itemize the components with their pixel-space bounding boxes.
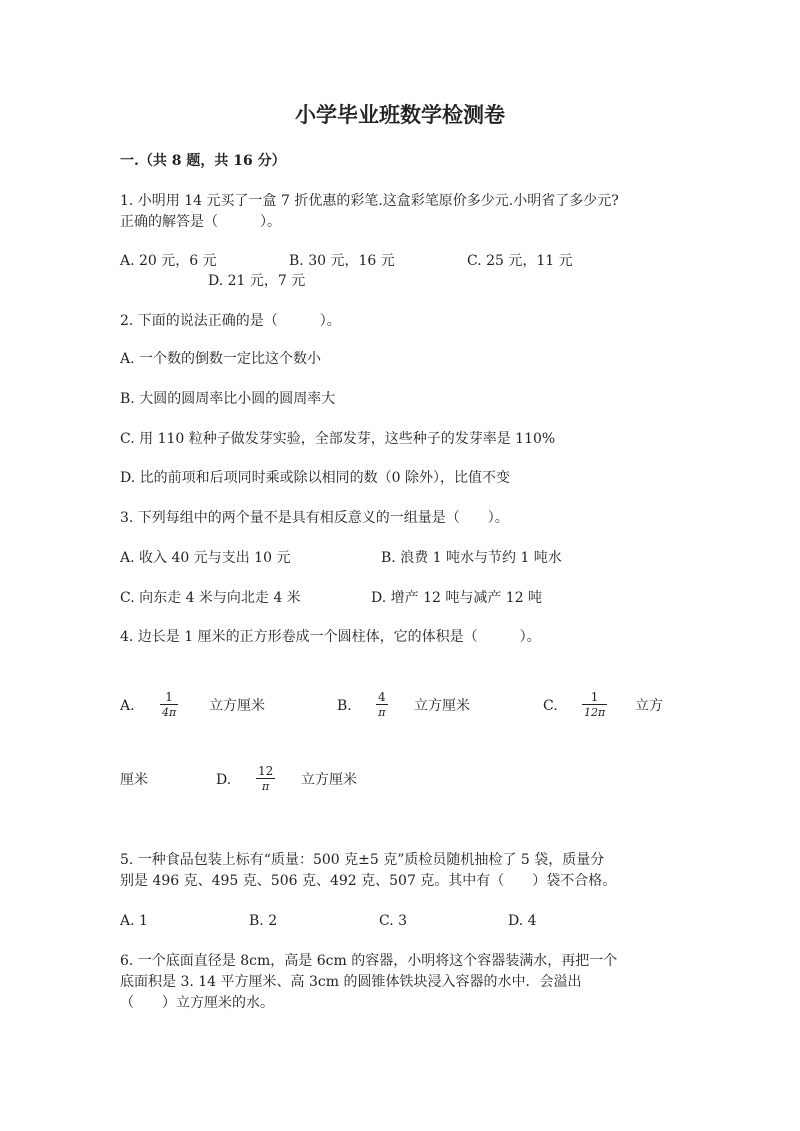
question-2-option-d: D. 比的前项和后项同时乘或除以相同的数（0 除外），比值不变 — [120, 470, 510, 486]
question-4-option-c-label: C. — [543, 698, 558, 714]
question-6-stem-line3: （ ）立方厘米的水。 — [120, 995, 274, 1011]
question-5-option-a: A. 1 — [120, 913, 148, 929]
fraction-denominator: 4π — [162, 706, 177, 719]
question-4-option-a-label: A. — [120, 698, 135, 714]
question-4-option-a-fraction — [160, 690, 178, 720]
question-1-stem-line1: 1. 小明用 14 元买了一盒 7 折优惠的彩笔.这盒彩笔原价多少元.小明省了多少元? — [120, 193, 619, 209]
question-1-stem-line2: 正确的解答是（ ）。 — [120, 214, 281, 230]
question-5-option-c: C. 3 — [379, 913, 408, 929]
fraction-numerator: 4 — [378, 690, 386, 704]
question-4-option-c-unit-continued: 厘米 — [120, 772, 148, 788]
question-5-stem-line1: 5. 一种食品包装上标有“质量：500 克±5 克”质检员随机抽检了 5 袋，质量分 — [120, 852, 605, 868]
fraction-denominator: π — [262, 780, 270, 793]
fraction-numerator: 1 — [590, 690, 599, 704]
fraction-denominator: π — [378, 706, 386, 719]
fraction-denominator: 12π — [584, 706, 606, 719]
question-5-option-b: B. 2 — [249, 913, 278, 929]
question-1-option-d: D. 21 元，7 元 — [208, 273, 306, 289]
question-2-option-a: A. 一个数的倒数一定比这个数小 — [120, 351, 322, 367]
question-2-option-c: C. 用 110 粒种子做发芽实验，全部发芽，这些种子的发芽率是 110% — [120, 431, 556, 447]
question-4-option-c-unit: 立方 — [635, 698, 663, 714]
question-5-option-d: D. 4 — [508, 913, 537, 929]
question-3-option-b: B. 浪费 1 吨水与节约 1 吨水 — [381, 550, 562, 566]
page-title: 小学毕业班数学检测卷 — [295, 102, 505, 127]
question-4-option-b-label: B. — [337, 698, 352, 714]
question-1-option-b: B. 30 元，16 元 — [289, 253, 395, 269]
question-4-option-d-label: D. — [216, 772, 232, 788]
question-6-stem-line2: 底面积是 3. 14 平方厘米、高 3cm 的圆锥体铁块浸入容器的水中．会溢出 — [120, 974, 582, 990]
question-4-option-a-unit: 立方厘米 — [209, 698, 265, 714]
question-3-stem: 3. 下列每组中的两个量不是具有相反意义的一组量是（ ）。 — [120, 510, 509, 526]
question-4-option-b-fraction — [376, 690, 388, 720]
section-header: 一.（共 8 题，共 16 分） — [120, 153, 286, 169]
question-5-stem-line2: 别是 496 克、495 克、506 克、492 克、507 克。其中有（ ）袋不合格。 — [120, 873, 617, 889]
question-4-option-b-unit: 立方厘米 — [414, 698, 470, 714]
question-1-option-a: A. 20 元，6 元 — [120, 253, 217, 269]
question-4-stem: 4. 边长是 1 厘米的正方形卷成一个圆柱体，它的体积是（ ）。 — [120, 629, 541, 645]
question-2-option-b: B. 大圆的圆周率比小圆的圆周率大 — [120, 391, 336, 407]
question-4-option-d-unit: 立方厘米 — [301, 772, 357, 788]
fraction-numerator: 1 — [165, 690, 173, 704]
question-6-stem-line1: 6. 一个底面直径是 8cm，高是 6cm 的容器，小明将这个容器装满水，再把一个 — [120, 953, 618, 969]
question-4-option-c-fraction — [582, 690, 607, 720]
question-3-option-d: D. 增产 12 吨与减产 12 吨 — [371, 590, 543, 606]
question-2-stem: 2. 下面的说法正确的是（ ）。 — [120, 313, 341, 329]
question-3-option-a: A. 收入 40 元与支出 10 元 — [120, 550, 291, 566]
fraction-numerator: 12 — [258, 764, 274, 778]
question-1-option-c: C. 25 元，11 元 — [467, 253, 573, 269]
question-4-option-d-fraction — [256, 764, 275, 794]
question-3-option-c: C. 向东走 4 米与向北走 4 米 — [120, 590, 301, 606]
